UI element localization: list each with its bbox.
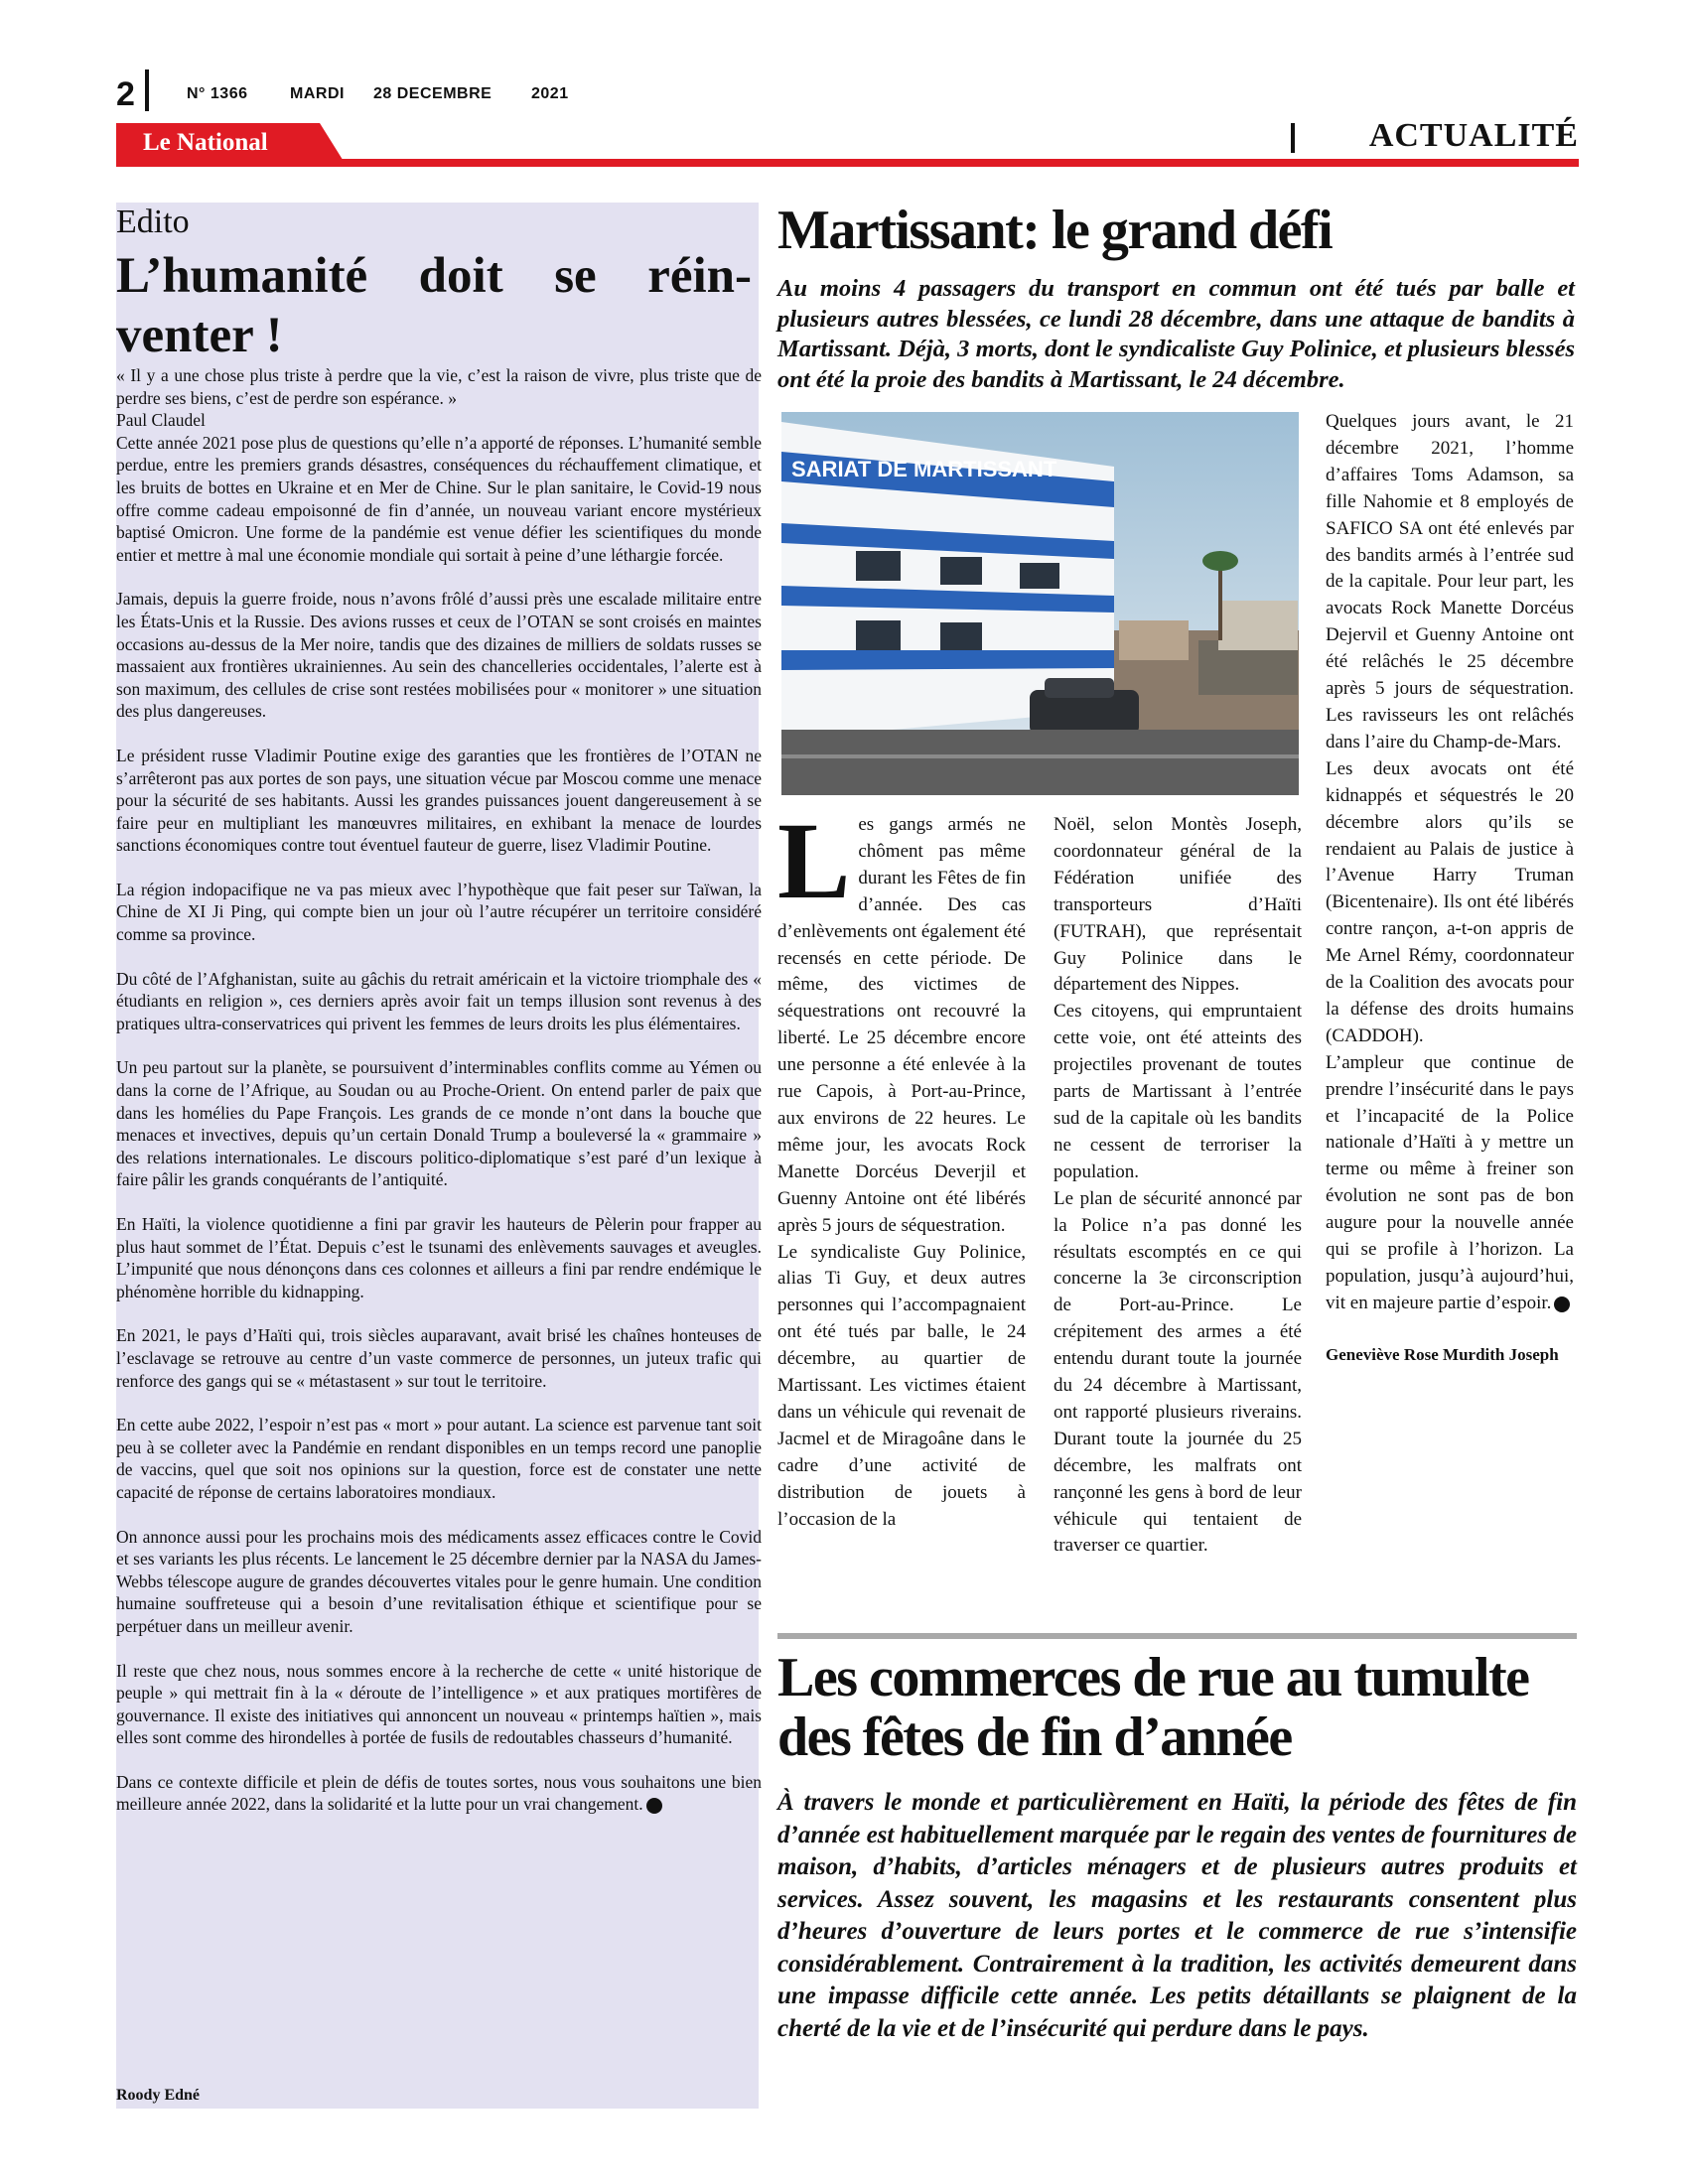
issue-number: N° 1366 xyxy=(187,85,248,102)
edito-title: L’humanité doit se réinventer ! xyxy=(116,248,752,363)
article-paragraph: Les deux avocats ont été kidnappés et séquestrés le 20 décembre alors qu’ils se rendaient au Palais de justice à l’Avenue Harry Truman (Bicentenaire). Ils ont été libérés contre rançon, a-t-on appris de Me Arnel Rémy, coordonnateur de la Coalition des avocats pour la défense des droits humains (CADDOH). xyxy=(1326,757,1574,1046)
edito-paragraph: En Haïti, la violence quotidienne a fini par gravir les hauteurs de Pèlerin pour frapper au plus haut sommet de l’État. Depuis c’est le tsunami des enlèvements sauvages et aveugles. L’impunité que nous dénonçons dans ces colonnes et ailleurs a fini par rendre endémique le phénomène horrible du kidnapping. xyxy=(116,1214,762,1301)
section-divider xyxy=(1291,123,1295,153)
edito-paragraph: La région indopacifique ne va pas mieux avec l’hypothèque que fait peser sur Taïwan, la Chine de XI Ji Ping, qui compte bien un jour où l’autre récupérer un territoire considéré comme sa province. xyxy=(116,879,762,945)
article-paragraph: Noël, selon Montès Joseph, coordonnateur général de la Fédération unifiée des transporteurs d’Haïti (FUTRAH), que représentait Guy Polinice dans le département des Nippes. xyxy=(1054,814,1302,996)
page-number: 2 xyxy=(116,75,135,113)
edito-paragraph: Un peu partout sur la planète, se poursuivent d’interminables conflits comme au Yémen ou dans la corne de l’Afrique, au Soudan ou au Proche-Orient. On entend parler de paix que dans les homélies du Pape François. Les grands de ce monde n’ont dans la bouche que menaces et invectives, depuis qu’un certain Donald Trump a bouleversé la « grammaire » des relations internationales. Le discours politico-diplomatique s’est paré d’un lexique à faire pâlir les grands conquérants de l’antiquité. xyxy=(116,1057,762,1190)
article-paragraph: Quelques jours avant, le 21 décembre 2021, l’homme d’affaires Toms Adamson, sa fille Nahomie et 8 employés de SAFICO SA ont été enlevés par des bandits armés à l’entrée sud de la capitale. Pour leur part, les avocats Rock Manette Dorcéus Dejervil et Guenny Antoine ont été relâchés le 25 décembre après 5 jours de séquestration. Les ravisseurs les ont relâchés dans l’aire du Champ-de-Mars. xyxy=(1326,411,1574,752)
police-station-photo xyxy=(781,412,1299,795)
article-divider xyxy=(777,1633,1577,1639)
article-lead: Au moins 4 passagers du transport en commun ont été tués par balle et plusieurs autres blessées, ce lundi 28 décembre, dans une attaque de bandits à Martissant. Déjà, 3 morts, dont le syndicaliste Guy Polinice, et plusieurs blessés ont été la proie des bandits à Martissant, le 24 décembre. xyxy=(777,275,1575,393)
article-paragraph: Ces citoyens, qui empruntaient cette voie, ont été atteints des projectiles provenant de toutes parts de Martissant à l’entrée sud de la capitale où les bandits ne cessent de terroriser la population. xyxy=(1054,1001,1302,1182)
article-paragraph: es gangs armés ne chôment pas même durant les Fêtes de fin d’année. Des cas d’enlèvements ont également été recensés en cette période. De même, des victimes de séquestrations ont recouvré la liberté. Le 25 décembre encore une personne a été enlevée à la rue Capois, à Port-au-Prince, aux environs de 22 heures. Le même jour, les avocats Rock Manette Dorcéus Deverjil et Guenny Antoine ont été libérés après 5 jours de séquestration. xyxy=(777,814,1026,1236)
end-mark-icon xyxy=(1554,1297,1570,1312)
edito-paragraph: En cette aube 2022, l’espoir n’est pas « mort » pour autant. La science est parvenue tant soit peu à se colleter avec la Pandémie en rendant disponibles en un temps record une panoplie de vaccins, quel que soit nos opinions sur la question, force est de constater une nette capacité de réponse de certains laboratoires mondiaux. xyxy=(116,1415,762,1502)
article-closing-text: L’ampleur que continue de prendre l’insécurité dans le pays et l’incapacité de la Police nationale d’Haïti à y mettre un terme ou même à freiner son évolution ne sont pas de bon augure pour la nouvelle année qui se profile à l’horizon. La population, jusqu’à aujourd’hui, vit en majeure partie d’espoir. xyxy=(1326,1051,1574,1313)
edito-paragraph-last xyxy=(116,1771,762,1816)
photo-sign-text: SARIAT DE MARTISSANT xyxy=(791,457,1057,481)
drop-cap: L xyxy=(777,800,851,921)
end-mark-icon xyxy=(646,1798,662,1814)
article-title: Martissant: le grand défi xyxy=(777,200,1333,261)
header-divider xyxy=(145,69,149,111)
edito-paragraph: Il reste que chez nous, nous sommes encore à la recherche de cette « unité historique de peuple » qui mettrait fin à la « déroute de l’intelligence » et aux pratiques mortifères de gouvernance. Il existe des initiatives qui annoncent un nouveau « printemps haïtien », mais elles sont comme des hirondelles à portée de fusils de redoutables chasseurs d’humanité. xyxy=(116,1660,762,1748)
edito-paragraph: Cette année 2021 pose plus de questions qu’elle n’a apporté de réponses. L’humanité semble perdue, entre les premiers grands désastres, conséquences du réchauffement climatique, et les bruits de bottes en Ukraine et en Mer de Chine. Sur le plan sanitaire, le Covid-19 nous offre comme cadeau empoisonné de fin d’année, un nouveau variant encore mystérieux baptisé Omicron. Une forme de la pandémie est venue défier les scientifiques du monde entier et mettre à mal une économie mondiale qui sortait à peine d’une léthargie forcée. xyxy=(116,432,762,565)
article2-title: Les commerces de rue au tumulte des fêtes de fin d’année xyxy=(777,1647,1529,1768)
article-paragraph-last xyxy=(1326,1050,1574,1317)
edito-paragraph: On annonce aussi pour les prochains mois des médicaments assez efficaces contre le Covid et ses variants les plus récents. Le lancement le 25 décembre dernier par la NASA du James-Webbs télescope augure de grandes découvertes vitales pour le genre humain. Une condition humaine souffreteuse qui a besoin d’une revitalisation éthique et scientifique pour se perpétuer dans un meilleur avenir. xyxy=(116,1526,762,1636)
article-column-2 xyxy=(1054,812,1302,1560)
header-rule xyxy=(116,159,1579,167)
article-paragraph: Le syndicaliste Guy Polinice, alias Ti Guy, et deux autres personnes qui l’accompagnaient ont été tués par balle, le 24 décembre, au quartier de Martissant. Les victimes étaient dans un véhicule qui revenait de Jacmel et de Miragoâne dans le cadre d’une activité de distribution de jouets à l’occasion de la xyxy=(777,1241,1026,1530)
edito-paragraph: Le président russe Vladimir Poutine exige des garanties que les frontières de l’OTAN ne s’arrêteront pas aux portes de son pays, une situation vécue par Moscou comme une menace pour la sécurité de ses habitants. Aussi les grandes puissances jouent dangereusement à se faire peur en multipliant les manœuvres militaires, en exhibant la menace de lourdes sanctions économiques contre tout éventuel fauteur de guerre, lisez Vladimir Poutine. xyxy=(116,745,762,856)
article-photo xyxy=(781,412,1299,795)
edito-paragraph: En 2021, le pays d’Haïti qui, trois siècles auparavant, avait brisé les chaînes honteuses de l’esclavage se retrouve au centre d’un vaste commerce de personnes, un juteux trafic qui renforce des gangs qui se « métastasent » sur tout le territoire. xyxy=(116,1325,762,1391)
edito-body xyxy=(116,364,762,1816)
article-column-3 xyxy=(1326,409,1574,1367)
edito-signature: Roody Edné xyxy=(116,2087,201,2104)
edito-closing-text: Dans ce contexte difficile et plein de défis de toutes sortes, nous vous souhaitons une bien meilleure année 2022, dans la solidarité et la lutte pour un vrai changement. xyxy=(116,1771,762,1815)
issue-date: 28 DECEMBRE xyxy=(373,85,492,102)
article-column-1 xyxy=(777,800,1026,1533)
edito-quote-author: Paul Claudel xyxy=(116,410,206,431)
edito-paragraph: Jamais, depuis la guerre froide, nous n’avons frôlé d’aussi près une escalade militaire entre les États-Unis et la Russie. Des avions russes et ceux de l’OTAN se sont croisés en maintes occasions au-dessus de la Mer noire, tandis que des dizaines de milliers de soldats russes se massaient aux frontières ukrainiennes. Au sein des chancelleries occidentales, l’alerte est à son maximum, des cellules de crise sont restées mobilisées pour « monitorer » une situation des plus dangereuses. xyxy=(116,589,762,722)
edito-paragraph: Du côté de l’Afghanistan, suite au gâchis du retrait américain et la victoire triomphale des « étudiants en religion », ces derniers après avoir fait un temps illusion sont revenus à des pratiques ultra-conservatrices qui privent les femmes de leurs droits les plus élémentaires. xyxy=(116,968,762,1033)
article-author: Geneviève Rose Murdith Joseph xyxy=(1326,1344,1559,1364)
edito-kicker: Edito xyxy=(116,204,190,240)
edito-quote: « Il y a une chose plus triste à perdre que la vie, c’est la raison de vivre, plus triste que de perdre ses biens, c’est de perdre son espérance. » xyxy=(116,365,762,408)
article-paragraph: Le plan de sécurité annoncé par la Police n’a pas donné les résultats escomptés en ce qui concerne la 3e circonscription de Port-au-Prince. Le crépitement des armes a été entendu durant toute la journée du 24 décembre à Martissant, ont rapporté plusieurs riverains. Durant toute la journée du 25 décembre, les malfrats ont rançonné les gens à bord de leur véhicule qui tentaient de traverser ce quartier. xyxy=(1054,1187,1302,1557)
issue-year: 2021 xyxy=(531,85,569,102)
article2-lead: À travers le monde et particulièrement en Haïti, la période des fêtes de fin d’année est habituellement marquée par le regain des ventes de fournitures de maison, d’habits, d’articles ménagers et de plusieurs autres produits et services. Assez souvent, les magasins et les restaurants consentent plus d’heures d’ouverture de leurs portes et le commerce de rue s’intensifie considérablement. Contrairement à la tradition, les activités demeurent dans une impasse difficile cette année. Les petits détaillants se plaignent de la cherté de la vie et de l’insécurité qui perdure dans le pays. xyxy=(777,1789,1577,2042)
issue-day: MARDI xyxy=(290,85,345,102)
section-label: ACTUALITÉ xyxy=(1368,117,1579,154)
newspaper-logo: Le National xyxy=(143,129,268,156)
